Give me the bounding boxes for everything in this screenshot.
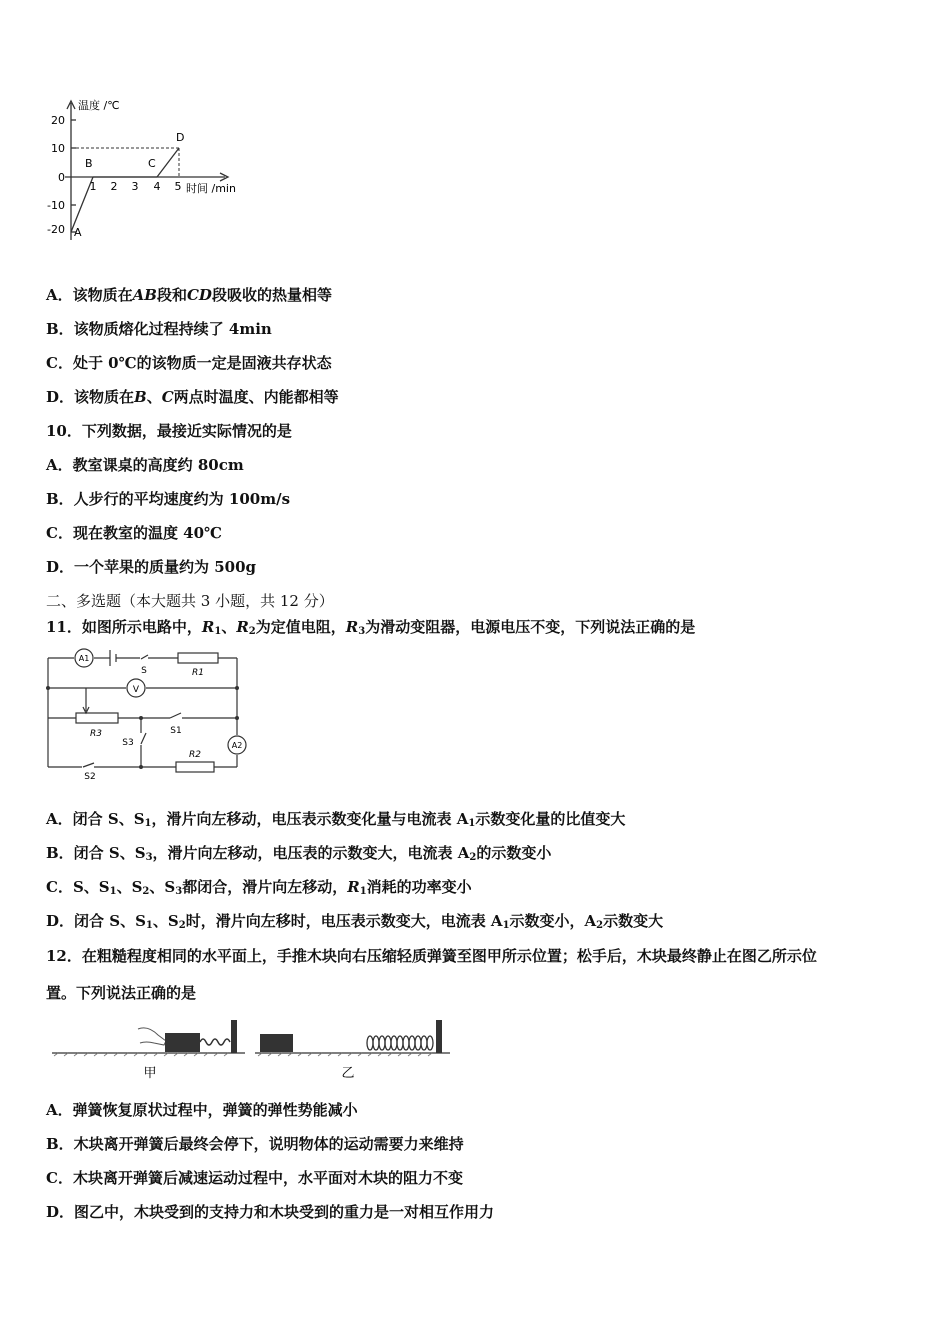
q11-option-a: A．闭合 S、$S_1$，滑片向左移动，电压表示数变化量与电流表 $A_1$示数变化量的比值变大 bbox=[46, 810, 626, 829]
q12-option-b: B．木块离开弹簧后最终会停下，说明物体的运动需要力来维持 bbox=[46, 1135, 464, 1153]
q9-option-d: D．该物质在B、C两点时温度、内能都相等 bbox=[46, 388, 339, 406]
q10-stem: 10．下列数据，最接近实际情况的是 bbox=[46, 422, 292, 440]
q10-option-b: B．人步行的平均速度约为 100m/s bbox=[46, 490, 291, 508]
q12-option-d: D．图乙中，木块受到的支持力和木块受到的重力是一对相互作用力 bbox=[46, 1203, 495, 1221]
figure-a-label: 甲 bbox=[143, 1066, 157, 1081]
temperature-time-graph bbox=[40, 95, 270, 245]
graph-ytick: 20 bbox=[51, 114, 65, 127]
resistor-r3-label: R3 bbox=[90, 729, 102, 739]
q12-option-c: C．木块离开弹簧后减速运动过程中，水平面对木块的阻力不变 bbox=[46, 1169, 463, 1187]
q12-option-a: A．弹簧恢复原状过程中，弹簧的弹性势能减小 bbox=[46, 1101, 358, 1119]
switch-s2-label: S2 bbox=[84, 772, 96, 782]
graph-xtick: 5 bbox=[174, 180, 182, 193]
ammeter-a2-label: A2 bbox=[231, 741, 243, 750]
q9-option-c: C．处于 0℃的该物质一定是固液共存状态 bbox=[46, 354, 332, 372]
q11-option-d: D．闭合 S、$S_1$、$S_2$时，滑片向左移时，电压表示数变大，电流表 $A_1$示数变小，$A_2$示数变大 bbox=[46, 912, 664, 931]
switch-s1-label: S1 bbox=[170, 726, 182, 736]
graph-point-label: C bbox=[148, 157, 156, 170]
graph-ytick: -20 bbox=[47, 223, 65, 236]
graph-xtick: 4 bbox=[153, 180, 161, 193]
circuit-diagram bbox=[40, 645, 250, 785]
graph-point-label: D bbox=[176, 131, 185, 144]
section-heading: 二、多选题（本大题共 3 小题，共 12 分） bbox=[46, 592, 334, 610]
q11-stem: 11．如图所示电路中，$R_1$、$R_2$为定值电阻，$R_3$为滑动变阻器，电源电压不变，下列说法正确的是 bbox=[46, 618, 696, 637]
q9-option-b: B．该物质熔化过程持续了 4min bbox=[46, 320, 272, 338]
wall-fig-a bbox=[231, 1020, 237, 1053]
graph-xtick: 1 bbox=[89, 180, 97, 193]
graph-xtick: 2 bbox=[110, 180, 118, 193]
graph-xlabel: 时间 /min bbox=[186, 182, 236, 195]
spring-block-figure bbox=[50, 1015, 455, 1083]
q11-option-b: B．闭合 S、$S_3$，滑片向左移动，电压表的示数变大，电流表 $A_2$的示数变小 bbox=[46, 844, 552, 863]
graph-point-label: A bbox=[74, 226, 82, 239]
graph-xtick: 3 bbox=[131, 180, 139, 193]
graph-ytick: -10 bbox=[47, 199, 65, 212]
graph-ytick: 10 bbox=[51, 142, 65, 155]
graph-segment-cd bbox=[157, 148, 179, 177]
q10-option-d: D．一个苹果的质量约为 500g bbox=[46, 558, 257, 576]
voltmeter-label: V bbox=[132, 685, 140, 695]
block-fig-b bbox=[260, 1034, 293, 1052]
switch-s-label: S bbox=[141, 666, 147, 676]
figure-b-label: 乙 bbox=[341, 1066, 355, 1081]
q10-option-a: A．教室课桌的高度约 80cm bbox=[46, 456, 244, 474]
wall-fig-b bbox=[436, 1020, 442, 1053]
ammeter-a1-label: A1 bbox=[78, 654, 90, 663]
graph-point-label: B bbox=[85, 157, 93, 170]
q12-stem-line-2: 置。下列说法正确的是 bbox=[46, 984, 197, 1002]
q10-option-c: C．现在教室的温度 40℃ bbox=[46, 524, 223, 542]
resistor-r2-label: R2 bbox=[189, 750, 201, 760]
block-fig-a bbox=[165, 1033, 200, 1052]
q11-option-c: C．S、$S_1$、$S_2$、$S_3$都闭合，滑片向左移动，$R_1$消耗的功率变小 bbox=[46, 878, 472, 897]
resistor-r1-label: R1 bbox=[192, 668, 204, 678]
q9-option-a: A．该物质在AB段和CD段吸收的热量相等 bbox=[46, 286, 332, 304]
graph-ytick: 0 bbox=[58, 171, 65, 184]
q12-stem-line-1: 12．在粗糙程度相同的水平面上，手推木块向右压缩轻质弹簧至图甲所示位置；松手后，木块最终静止在图乙所示位 bbox=[46, 947, 817, 965]
graph-ylabel: 温度 /℃ bbox=[78, 99, 120, 112]
switch-s3-label: S3 bbox=[122, 738, 134, 748]
